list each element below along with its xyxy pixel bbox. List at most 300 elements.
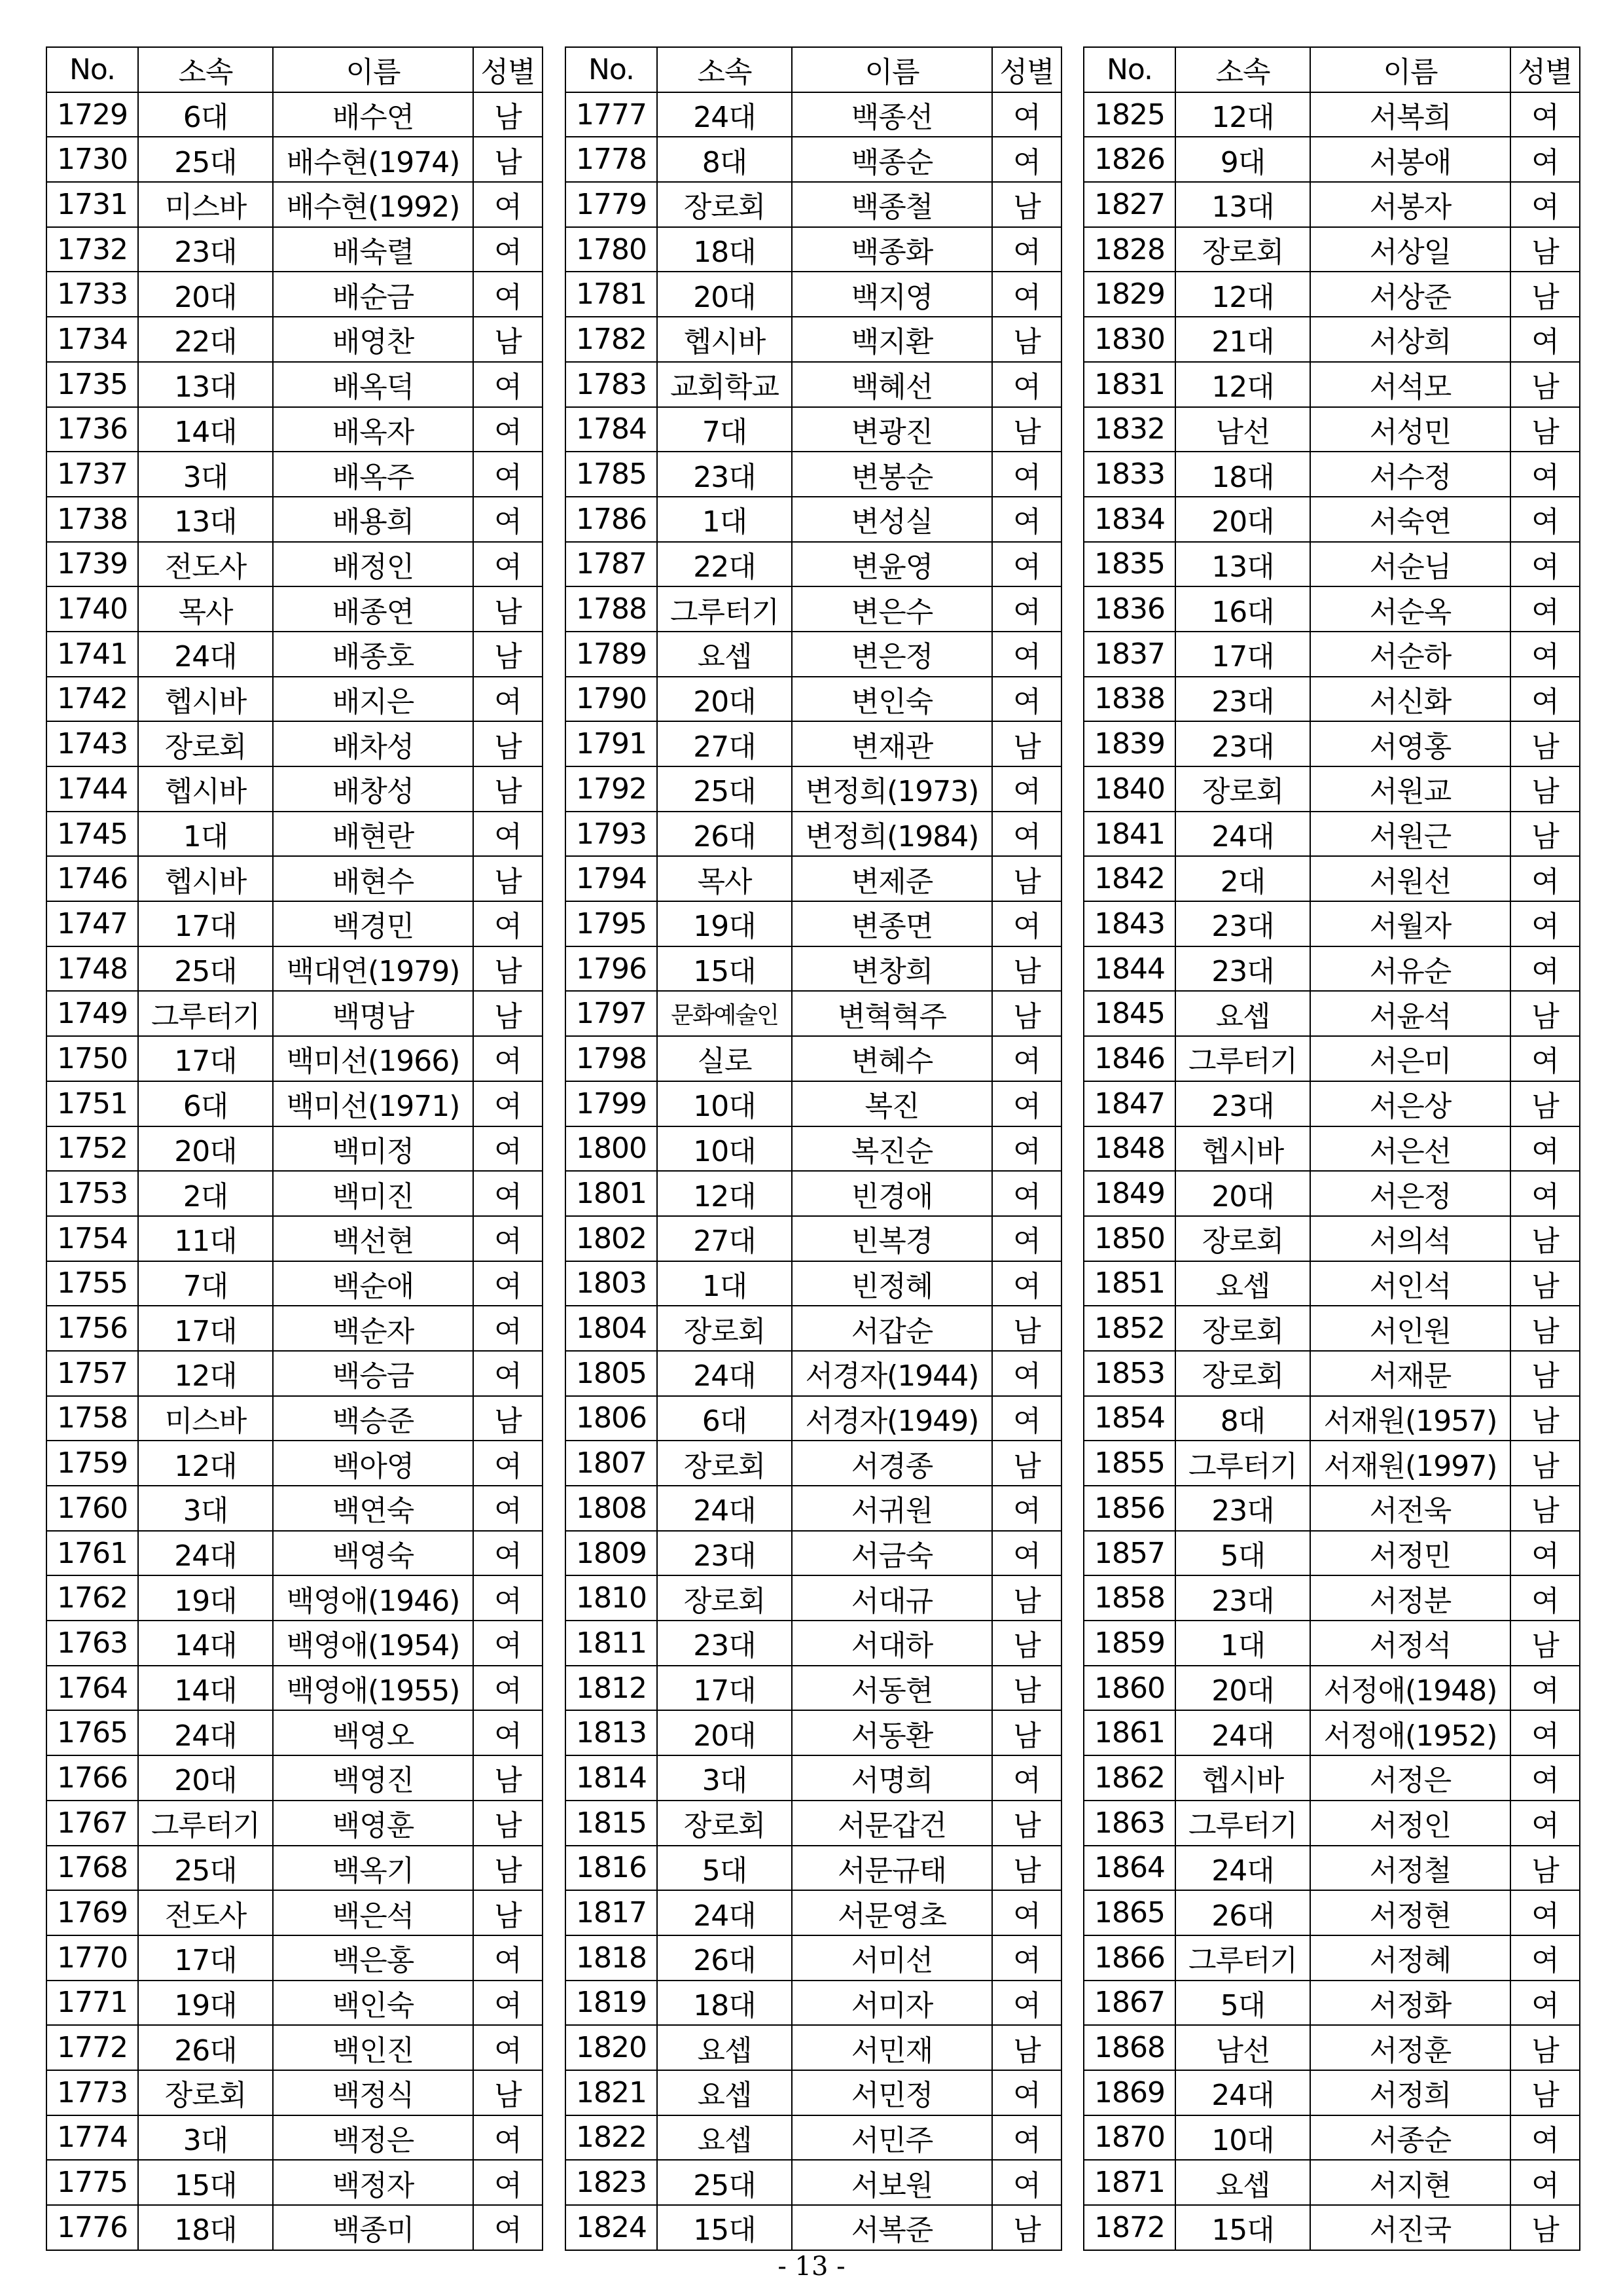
member-name: 서진국	[1310, 2205, 1510, 2250]
member-group: 7대	[657, 407, 792, 452]
member-group: 1대	[657, 1261, 792, 1306]
member-name: 백영애(1946)	[273, 1575, 473, 1621]
member-name: 백종미	[273, 2205, 473, 2250]
member-name: 백대연(1979)	[273, 946, 473, 992]
member-group: 8대	[657, 137, 792, 182]
member-gender: 여	[1510, 137, 1580, 182]
member-name: 서정은	[1310, 1755, 1510, 1801]
member-no: 1809	[565, 1531, 657, 1576]
member-no: 1759	[46, 1441, 138, 1486]
column-header: No.	[46, 47, 138, 92]
member-name: 서종순	[1310, 2115, 1510, 2161]
table-row	[565, 1755, 1061, 1801]
member-group: 헵시바	[138, 856, 273, 901]
member-no: 1817	[565, 1890, 657, 1935]
member-no: 1784	[565, 407, 657, 452]
table-row	[1084, 227, 1580, 272]
member-name: 복진순	[792, 1126, 992, 1172]
member-no: 1845	[1084, 991, 1175, 1036]
member-group: 장로회	[1175, 766, 1310, 812]
member-group: 19대	[657, 901, 792, 946]
member-name: 변윤영	[792, 542, 992, 587]
table-row	[46, 92, 543, 137]
member-gender: 여	[992, 586, 1061, 632]
member-no: 1840	[1084, 766, 1175, 812]
member-no: 1734	[46, 317, 138, 362]
member-name: 백명남	[273, 991, 473, 1036]
member-group: 19대	[138, 1981, 273, 2026]
member-group: 남선	[1175, 2025, 1310, 2070]
member-no: 1735	[46, 362, 138, 407]
table-row	[565, 766, 1061, 812]
member-no: 1838	[1084, 677, 1175, 722]
member-gender: 여	[992, 137, 1061, 182]
member-gender: 여	[473, 407, 543, 452]
member-gender: 남	[992, 407, 1061, 452]
table-row	[46, 2070, 543, 2115]
member-gender: 여	[473, 2115, 543, 2161]
member-name: 백종철	[792, 182, 992, 227]
member-name: 변제준	[792, 856, 992, 901]
member-no: 1812	[565, 1666, 657, 1711]
member-gender: 여	[992, 227, 1061, 272]
member-no: 1846	[1084, 1036, 1175, 1081]
member-group: 25대	[138, 946, 273, 992]
member-gender: 남	[1510, 1261, 1580, 1306]
table-row	[1084, 1710, 1580, 1755]
table-row	[46, 317, 543, 362]
table-row	[1084, 1755, 1580, 1801]
member-no: 1764	[46, 1666, 138, 1711]
member-name: 백영훈	[273, 1801, 473, 1846]
member-name: 백미선(1966)	[273, 1036, 473, 1081]
table-row	[1084, 946, 1580, 992]
member-no: 1753	[46, 1171, 138, 1216]
table-row	[1084, 452, 1580, 497]
member-no: 1856	[1084, 1486, 1175, 1531]
table-row	[1084, 182, 1580, 227]
member-no: 1813	[565, 1710, 657, 1755]
table-row	[1084, 1531, 1580, 1576]
member-group: 10대	[657, 1126, 792, 1172]
table-row	[565, 317, 1061, 362]
member-name: 배정인	[273, 542, 473, 587]
member-no: 1834	[1084, 497, 1175, 542]
member-gender: 여	[473, 2160, 543, 2205]
member-gender: 여	[473, 1036, 543, 1081]
member-name: 변창희	[792, 946, 992, 992]
table-row	[1084, 1216, 1580, 1261]
member-no: 1752	[46, 1126, 138, 1172]
table-row	[1084, 92, 1580, 137]
member-gender: 여	[1510, 677, 1580, 722]
table-row	[565, 272, 1061, 317]
table-row	[565, 1216, 1061, 1261]
member-no: 1825	[1084, 92, 1175, 137]
member-group: 11대	[138, 1216, 273, 1261]
member-gender: 남	[473, 1755, 543, 1801]
member-gender: 여	[1510, 1575, 1580, 1621]
member-name: 서원선	[1310, 856, 1510, 901]
table-row	[565, 1710, 1061, 1755]
member-gender: 남	[1510, 2070, 1580, 2115]
member-no: 1828	[1084, 227, 1175, 272]
member-name: 배영찬	[273, 317, 473, 362]
member-name: 서민재	[792, 2025, 992, 2070]
member-gender: 남	[473, 2070, 543, 2115]
member-gender: 남	[1510, 991, 1580, 1036]
member-group: 14대	[138, 1621, 273, 1666]
table-row	[1084, 632, 1580, 677]
member-no: 1805	[565, 1351, 657, 1396]
member-no: 1778	[565, 137, 657, 182]
member-gender: 남	[473, 317, 543, 362]
member-name: 서금숙	[792, 1531, 992, 1576]
member-name: 빈복경	[792, 1216, 992, 1261]
member-group: 7대	[138, 1261, 273, 1306]
table-row	[565, 1575, 1061, 1621]
table-row	[565, 1621, 1061, 1666]
member-name: 서동환	[792, 1710, 992, 1755]
member-name: 백종화	[792, 227, 992, 272]
column-header: 소속	[1175, 47, 1310, 92]
member-gender: 남	[473, 1890, 543, 1935]
table-row	[565, 632, 1061, 677]
member-group: 12대	[1175, 92, 1310, 137]
table-row	[46, 1935, 543, 1981]
member-gender: 여	[1510, 497, 1580, 542]
member-name: 서숙연	[1310, 497, 1510, 542]
member-group: 요셉	[1175, 991, 1310, 1036]
member-gender: 여	[1510, 452, 1580, 497]
member-gender: 여	[1510, 1935, 1580, 1981]
member-gender: 여	[473, 1621, 543, 1666]
member-gender: 여	[992, 452, 1061, 497]
member-group: 요셉	[1175, 1261, 1310, 1306]
member-group: 23대	[657, 1621, 792, 1666]
member-no: 1870	[1084, 2115, 1175, 2161]
member-name: 변정희(1973)	[792, 766, 992, 812]
table-row	[46, 227, 543, 272]
member-no: 1829	[1084, 272, 1175, 317]
member-gender: 여	[992, 677, 1061, 722]
table-row	[46, 1890, 543, 1935]
member-no: 1860	[1084, 1666, 1175, 1711]
member-no: 1800	[565, 1126, 657, 1172]
table-row	[1084, 1486, 1580, 1531]
member-name: 백은홍	[273, 1935, 473, 1981]
table-row	[46, 497, 543, 542]
member-gender: 여	[473, 2025, 543, 2070]
member-name: 변정희(1984)	[792, 812, 992, 857]
table-row	[46, 182, 543, 227]
member-name: 백미선(1971)	[273, 1081, 473, 1126]
member-gender: 여	[992, 1981, 1061, 2026]
table-row	[1084, 1261, 1580, 1306]
member-group: 23대	[657, 452, 792, 497]
member-no: 1757	[46, 1351, 138, 1396]
table-row	[1084, 1441, 1580, 1486]
member-name: 서경자(1944)	[792, 1351, 992, 1396]
column-header: No.	[565, 47, 657, 92]
member-name: 서명희	[792, 1755, 992, 1801]
member-name: 복진	[792, 1081, 992, 1126]
member-group: 20대	[1175, 1171, 1310, 1216]
table-row	[46, 812, 543, 857]
table-row	[565, 901, 1061, 946]
member-group: 18대	[1175, 452, 1310, 497]
member-gender: 남	[1510, 407, 1580, 452]
column-header: 이름	[792, 47, 992, 92]
member-name: 배수현(1974)	[273, 137, 473, 182]
member-gender: 남	[992, 2205, 1061, 2250]
member-no: 1795	[565, 901, 657, 946]
member-gender: 남	[1510, 272, 1580, 317]
member-name: 변혁혁주	[792, 991, 992, 1036]
member-gender: 여	[1510, 1531, 1580, 1576]
member-name: 서의석	[1310, 1216, 1510, 1261]
member-gender: 여	[1510, 586, 1580, 632]
member-name: 백종순	[792, 137, 992, 182]
member-name: 백은석	[273, 1890, 473, 1935]
member-gender: 남	[992, 1441, 1061, 1486]
member-name: 서정혜	[1310, 1935, 1510, 1981]
member-gender: 남	[1510, 1081, 1580, 1126]
member-name: 서갑순	[792, 1306, 992, 1351]
table-row	[565, 1036, 1061, 1081]
member-gender: 남	[1510, 2025, 1580, 2070]
table-row	[46, 901, 543, 946]
member-gender: 남	[1510, 227, 1580, 272]
member-no: 1827	[1084, 182, 1175, 227]
member-no: 1862	[1084, 1755, 1175, 1801]
member-gender: 남	[1510, 1306, 1580, 1351]
table-row	[1084, 1801, 1580, 1846]
table-row	[565, 227, 1061, 272]
table-row	[46, 1666, 543, 1711]
table-row	[46, 1531, 543, 1576]
member-no: 1780	[565, 227, 657, 272]
table-row	[565, 362, 1061, 407]
member-group: 2대	[138, 1171, 273, 1216]
member-gender: 여	[1510, 1666, 1580, 1711]
member-group: 1대	[657, 497, 792, 542]
member-no: 1756	[46, 1306, 138, 1351]
table-row	[1084, 1621, 1580, 1666]
member-no: 1745	[46, 812, 138, 857]
member-gender: 남	[992, 1575, 1061, 1621]
member-gender: 여	[992, 1486, 1061, 1531]
table-row	[565, 182, 1061, 227]
member-name: 서미자	[792, 1981, 992, 2026]
member-group: 6대	[657, 1396, 792, 1441]
member-group: 20대	[657, 677, 792, 722]
member-gender: 여	[473, 677, 543, 722]
member-no: 1776	[46, 2205, 138, 2250]
member-name: 변재관	[792, 721, 992, 766]
table-row	[46, 452, 543, 497]
member-name: 서정애(1952)	[1310, 1710, 1510, 1755]
member-gender: 남	[992, 1306, 1061, 1351]
member-name: 백순자	[273, 1306, 473, 1351]
table-row	[565, 542, 1061, 587]
column-header: 소속	[657, 47, 792, 92]
member-no: 1808	[565, 1486, 657, 1531]
member-name: 서동현	[792, 1666, 992, 1711]
header-row	[1084, 47, 1580, 92]
member-name: 백선현	[273, 1216, 473, 1261]
member-gender: 남	[992, 1666, 1061, 1711]
member-name: 서정훈	[1310, 2025, 1510, 2070]
member-group: 장로회	[1175, 1306, 1310, 1351]
table-row	[46, 1846, 543, 1891]
member-gender: 남	[473, 766, 543, 812]
table-row	[1084, 856, 1580, 901]
member-group: 장로회	[138, 2070, 273, 2115]
member-gender: 여	[992, 92, 1061, 137]
table-row	[46, 137, 543, 182]
member-group: 24대	[138, 632, 273, 677]
member-no: 1796	[565, 946, 657, 992]
member-group: 5대	[1175, 1531, 1310, 1576]
member-name: 배옥자	[273, 407, 473, 452]
member-no: 1754	[46, 1216, 138, 1261]
member-gender: 남	[473, 632, 543, 677]
member-name: 백정식	[273, 2070, 473, 2115]
member-no: 1801	[565, 1171, 657, 1216]
member-name: 백영애(1955)	[273, 1666, 473, 1711]
table-row	[1084, 1171, 1580, 1216]
member-group: 실로	[657, 1036, 792, 1081]
table-row	[565, 2070, 1061, 2115]
table-row	[565, 137, 1061, 182]
member-gender: 여	[1510, 1126, 1580, 1172]
table-row	[565, 2025, 1061, 2070]
member-group: 25대	[657, 766, 792, 812]
member-no: 1849	[1084, 1171, 1175, 1216]
member-gender: 여	[992, 1261, 1061, 1306]
member-no: 1755	[46, 1261, 138, 1306]
member-gender: 여	[1510, 2160, 1580, 2205]
member-gender: 남	[1510, 1621, 1580, 1666]
member-gender: 남	[992, 1621, 1061, 1666]
table-row	[565, 1081, 1061, 1126]
member-group: 장로회	[657, 1801, 792, 1846]
member-name: 배순금	[273, 272, 473, 317]
member-name: 서지현	[1310, 2160, 1510, 2205]
member-no: 1791	[565, 721, 657, 766]
member-name: 변인숙	[792, 677, 992, 722]
member-name: 서은미	[1310, 1036, 1510, 1081]
table-row	[46, 362, 543, 407]
member-group: 2대	[1175, 856, 1310, 901]
member-group: 18대	[138, 2205, 273, 2250]
member-no: 1733	[46, 272, 138, 317]
table-row	[565, 946, 1061, 992]
member-gender: 남	[473, 1846, 543, 1891]
member-group: 25대	[657, 2160, 792, 2205]
member-name: 서대규	[792, 1575, 992, 1621]
member-no: 1766	[46, 1755, 138, 1801]
member-no: 1758	[46, 1396, 138, 1441]
member-name: 백승준	[273, 1396, 473, 1441]
member-gender: 여	[992, 2115, 1061, 2161]
member-group: 23대	[1175, 1486, 1310, 1531]
table-row	[46, 586, 543, 632]
member-gender: 여	[473, 272, 543, 317]
table-row	[46, 1441, 543, 1486]
member-gender: 여	[473, 1081, 543, 1126]
table-row	[46, 1036, 543, 1081]
member-no: 1789	[565, 632, 657, 677]
table-row	[565, 586, 1061, 632]
member-name: 서재원(1957)	[1310, 1396, 1510, 1441]
member-gender: 여	[992, 542, 1061, 587]
member-name: 서정인	[1310, 1801, 1510, 1846]
member-gender: 여	[992, 1890, 1061, 1935]
table-row	[565, 1306, 1061, 1351]
member-no: 1738	[46, 497, 138, 542]
member-gender: 여	[992, 766, 1061, 812]
table-row	[565, 1666, 1061, 1711]
table-row	[1084, 586, 1580, 632]
member-name: 서수정	[1310, 452, 1510, 497]
member-no: 1835	[1084, 542, 1175, 587]
member-group: 남선	[1175, 407, 1310, 452]
member-group: 그루터기	[138, 1801, 273, 1846]
member-gender: 여	[1510, 1036, 1580, 1081]
member-group: 24대	[1175, 1846, 1310, 1891]
member-group: 23대	[1175, 677, 1310, 722]
member-no: 1760	[46, 1486, 138, 1531]
table-row	[1084, 1126, 1580, 1172]
table-row	[1084, 317, 1580, 362]
member-no: 1806	[565, 1396, 657, 1441]
member-no: 1736	[46, 407, 138, 452]
member-group: 15대	[138, 2160, 273, 2205]
member-name: 배수현(1992)	[273, 182, 473, 227]
member-name: 변은수	[792, 586, 992, 632]
table-row	[565, 1801, 1061, 1846]
member-name: 배옥덕	[273, 362, 473, 407]
member-gender: 남	[473, 721, 543, 766]
member-no: 1843	[1084, 901, 1175, 946]
member-no: 1833	[1084, 452, 1175, 497]
member-group: 그루터기	[1175, 1036, 1310, 1081]
table-row	[46, 1126, 543, 1172]
member-no: 1852	[1084, 1306, 1175, 1351]
member-gender: 여	[473, 2205, 543, 2250]
member-group: 15대	[657, 2205, 792, 2250]
member-no: 1844	[1084, 946, 1175, 992]
member-group: 장로회	[657, 182, 792, 227]
table-row	[1084, 2115, 1580, 2161]
member-group: 13대	[1175, 542, 1310, 587]
member-group: 24대	[657, 92, 792, 137]
member-name: 서민주	[792, 2115, 992, 2161]
member-gender: 남	[1510, 1846, 1580, 1891]
table-row	[46, 991, 543, 1036]
member-group: 24대	[657, 1486, 792, 1531]
member-name: 백혜선	[792, 362, 992, 407]
table-row	[1084, 362, 1580, 407]
member-no: 1781	[565, 272, 657, 317]
member-group: 요셉	[657, 632, 792, 677]
table-row	[565, 1126, 1061, 1172]
member-group: 23대	[1175, 721, 1310, 766]
member-gender: 여	[992, 1396, 1061, 1441]
member-group: 18대	[657, 227, 792, 272]
